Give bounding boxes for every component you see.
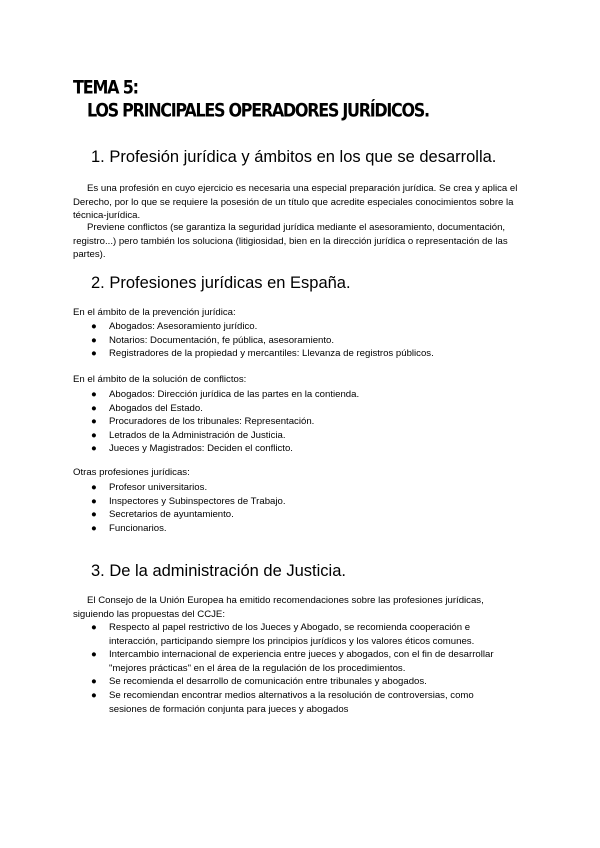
list-item-text: Abogados: Dirección jurídica de las partes en la contienda. xyxy=(109,389,360,400)
document-title: LOS PRINCIPALES OPERADORES JURÍDICOS. xyxy=(87,99,429,121)
list-item-text: Profesor universitarios. xyxy=(109,482,208,493)
list-item xyxy=(91,648,511,675)
bullet-icon: ● xyxy=(91,334,97,346)
list-item-text: Funcionarios. xyxy=(109,522,167,534)
list-item xyxy=(91,334,511,348)
bullet-icon: ● xyxy=(91,443,97,455)
section1-heading: 1. Profesión jurídica y ámbitos en los que se desarrolla. xyxy=(91,148,497,166)
list-item-text: Secretarios de ayuntamiento. xyxy=(109,509,234,521)
section2-heading: 2. Profesiones jurídicas en España. xyxy=(91,274,351,292)
bullet-icon: ● xyxy=(91,348,97,360)
bullet-icon: ● xyxy=(91,522,97,534)
list-item-text: Respecto al papel restrictivo de los Jueces y Abogado, se recomienda cooperación e interacción, participando siempre los principios jurídicos y los valores éticos comunes. xyxy=(109,622,475,647)
bullet-icon: ● xyxy=(91,321,97,332)
section1-paragraph-2: Previene conflictos (se garantiza la seguridad jurídica mediante el asesoramiento, documentación, registro...) pero también los soluciona (litigiosidad, bien en la dirección jurídica o representación de las partes). xyxy=(73,222,508,261)
list-item-text: Abogados del Estado. xyxy=(109,402,203,414)
section3-heading: 3. De la administración de Justicia. xyxy=(91,562,346,580)
list-item xyxy=(91,508,511,522)
bullet-icon: ● xyxy=(91,622,97,633)
group2-label: En el ámbito de la solución de conflictos: xyxy=(73,374,247,385)
bullet-icon: ● xyxy=(91,649,97,661)
group3-list xyxy=(91,481,511,535)
list-item-text: Procuradores de los tribunales: Representación. xyxy=(109,416,315,428)
list-item xyxy=(91,522,511,536)
list-item-text: Jueces y Magistrados: Deciden el conflicto. xyxy=(109,443,293,455)
group2-list xyxy=(91,388,511,456)
list-item xyxy=(91,402,511,416)
list-item xyxy=(91,621,511,648)
group3-label: Otras profesiones jurídicas: xyxy=(73,467,190,478)
section1-paragraph-1: Es una profesión en cuyo ejercicio es necesaria una especial preparación jurídica. Se crea y aplica el Derecho, por lo que se requiere la posesión de un título que acredite especiales conocimientos sobre la técnica-jurídica. xyxy=(73,183,518,222)
list-item-text: Se recomienda el desarrollo de comunicación entre tribunales y abogados. xyxy=(109,676,427,688)
bullet-icon: ● xyxy=(91,416,97,428)
bullet-icon: ● xyxy=(91,495,97,507)
list-item xyxy=(91,415,511,429)
list-item-text: Inspectores y Subinspectores de Trabajo. xyxy=(109,495,286,507)
bullet-icon: ● xyxy=(91,429,97,441)
bullet-icon: ● xyxy=(91,482,97,493)
list-item xyxy=(91,320,511,334)
list-item-text: Se recomiendan encontrar medios alternativos a la resolución de controversias, como sesiones de formación conjunta para jueces y abogados xyxy=(109,689,474,715)
list-item-text: Registradores de la propiedad y mercantiles: Llevanza de registros públicos. xyxy=(109,348,434,360)
list-item xyxy=(91,347,511,361)
list-item-text: Notarios: Documentación, fe pública, asesoramiento. xyxy=(109,334,335,346)
bullet-icon: ● xyxy=(91,689,97,701)
list-item-text: Intercambio internacional de experiencia entre jueces y abogados, con el fin de desarrollar "mejores prácticas" en el área de la regulación de los procedimientos. xyxy=(109,649,494,674)
list-item xyxy=(91,481,511,495)
bullet-icon: ● xyxy=(91,402,97,414)
list-item-text: Letrados de la Administración de Justicia. xyxy=(109,429,286,441)
title-block xyxy=(73,76,429,119)
list-item xyxy=(91,495,511,509)
section3-intro: El Consejo de la Unión Europea ha emitido recomendaciones sobre las profesiones jurídicas, siguiendo las propuestas del CCJE: xyxy=(73,595,484,620)
list-item xyxy=(91,675,511,689)
list-item xyxy=(91,388,511,402)
bullet-icon: ● xyxy=(91,389,97,400)
section3-list xyxy=(91,621,511,716)
group1-list xyxy=(91,320,511,361)
list-item xyxy=(91,442,511,456)
bullet-icon: ● xyxy=(91,676,97,688)
list-item xyxy=(91,429,511,443)
bullet-icon: ● xyxy=(91,509,97,521)
tema-label: TEMA 5: xyxy=(73,76,138,98)
list-item-text: Abogados: Asesoramiento jurídico. xyxy=(109,321,258,332)
group1-label: En el ámbito de la prevención jurídica: xyxy=(73,307,236,318)
list-item xyxy=(91,689,511,716)
